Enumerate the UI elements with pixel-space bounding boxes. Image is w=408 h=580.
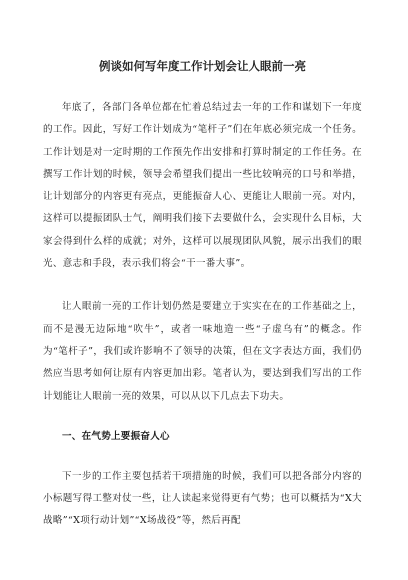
body-paragraph-2: 让人眼前一亮的工作计划仍然是要建立于实实在在的工作基础之上，而不是漫无边际地“吹牛”，或者一味地造一些“子虚乌有”的概念。作为“笔杆子”，我们或许影响不了领导的决策，但在文字表达方面，我们仍然应当思考如何让原有内容更加出彩。笔者认为，要达到我们写出的工作计划能让人眼前一亮的效果，可以从以下几点去下功夫。 <box>43 301 362 402</box>
body-paragraph-1: 年底了，各部门各单位都在忙着总结过去一年的工作和谋划下一年度的工作。因此，写好工作计划成为“笔杆子”们在年底必须完成一个任务。工作计划是对一定时期的工作预先作出安排和打算时制定的工作任务。在撰写工作计划的时候，领导会希望我们提出一些比较响亮的口号和举措，让计划部分的内容更有亮点，更能振奋人心、更能让人眼前一亮。对内，这样可以提振团队士气，阐明我们接下去要做什么，会实现什么目标，大家会得到什么样的成就；对外，这样可以展现团队风貌，展示出我们的眼光、意志和手段，表示我们将会“干一番大事”。 <box>43 102 362 270</box>
section-heading: 一、在气势上要振奋人心 <box>62 430 170 442</box>
document-title: 例谈如何写年度工作计划会让人眼前一亮 <box>99 59 306 73</box>
section-paragraph: 下一步的工作主要包括若干项措施的时候，我们可以把各部分内容的小标题写得工整对仗一些，让人读起来觉得更有气势；也可以概括为“X大战略”“X项行动计划”“X场战役”等，然后再配 <box>43 470 362 527</box>
